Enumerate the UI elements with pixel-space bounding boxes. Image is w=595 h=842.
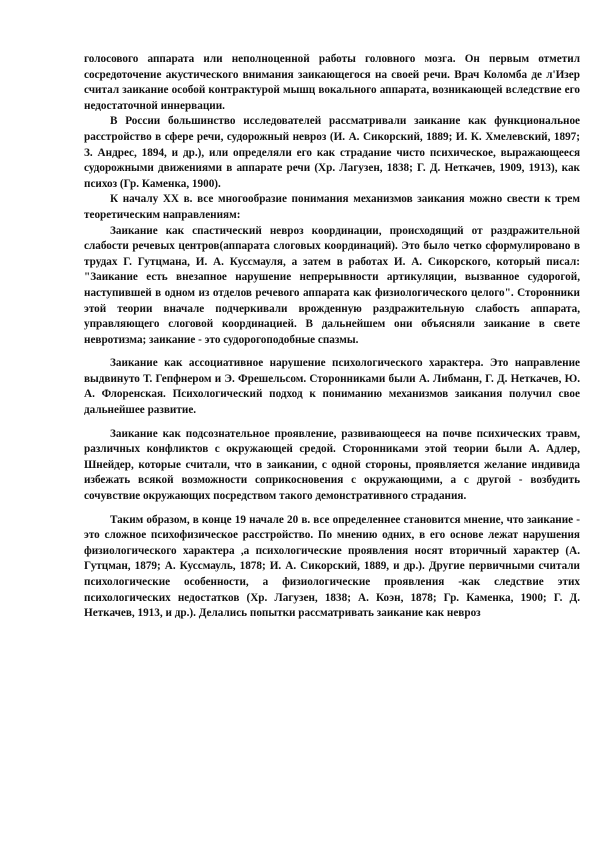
document-page [84,52,580,622]
paragraph-3: К началу XX в. все многообразие понимания механизмов заикания можно свести к трем теоретическим направлениям: [84,193,580,221]
paragraph-4: Заикание как спастический невроз координации, происходящий от раздражительной слабости речевых центров(аппарата слоговых координаций). Это было четко сформулировано в трудах Г. Гутцмана, И. А. Куссмауля, а затем в работах И. А. Сикорского, который писал: "Заикание есть внезапное нарушение непрерывности артикуляции, вызванное судорогой, наступившей в одном из отделов речевого аппарата как физиологического целого". Сторонники этой теории вначале подчеркивали врожденную раздражительную слабость аппарата, управляющего слоговой координацией. В дальнейшем они объясняли заикание в свете невротизма; заикание - это судорогоподобные спазмы. [84,224,580,346]
paragraph-2: В России большинство исследователей рассматривали заикание как функциональное расстройство в сфере речи, судорожный невроз (И. А. Сикорский, 1889; И. К. Хмелевский, 1897; З. Андрес, 1894, и др.), или определяли его как страдание чисто психическое, выражающееся судорожными движениями в аппарате речи (Хр. Лагузен, 1838; Г. Д. Неткачев, 1909, 1913), как психоз (Гр. Каменка, 1900). [84,115,580,190]
paragraph-1: голосового аппарата или неполноценной работы головного мозга. Он первым отметил сосредоточение акустического внимания заикающегося на своей речи. Врач Коломба де л'Изер считал заикание особой контрактурой мышц вокального аппарата, возникающей вследствие его недостаточной иннервации. [84,53,580,112]
paragraph-5: Заикание как ассоциативное нарушение психологического характера. Это направление выдвинуто Т. Гепфнером и Э. Фрешельсом. Сторонниками были А. Либманн, Г. Д. Неткачев, Ю. А. Флоренская. Психологический подход к пониманию механизмов заикания получил свое дальнейшее развитие. [84,357,580,417]
paragraph-6: Заикание как подсознательное проявление, развивающееся на почве психических травм, различных конфликтов с окружающей средой. Сторонниками этой теории были А. Адлер, Шнейдер, которые считали, что в заикании, с одной стороны, проявляется желание индивида избежать всякой возможности соприкосновения с окружающими, а с другой - возбудить сочувствие окружающих посредством такого демонстративного страдания. [84,427,580,503]
paragraph-7: Таким образом, в конце 19 начале 20 в. все определеннее становится мнение, что заикание - это сложное психофизическое расстройство. По мнению одних, в его основе лежат нарушения физиологического характера ,а психологические проявления носят вторичный характер (А. Гутцман, 1879; А. Куссмауль, 1878; И. А. Сикорский, 1889, и др.). Другие первичными считали психологические особенности, а физиологические проявления -как следствие этих психологических недостатков (Хр. Лагузен, 1838; А. Коэн, 1878; Гр. Каменка, 1900; Г. Д. Неткачев, 1913, и др.). Делались попытки рассматривать заикание как невроз [84,513,580,620]
